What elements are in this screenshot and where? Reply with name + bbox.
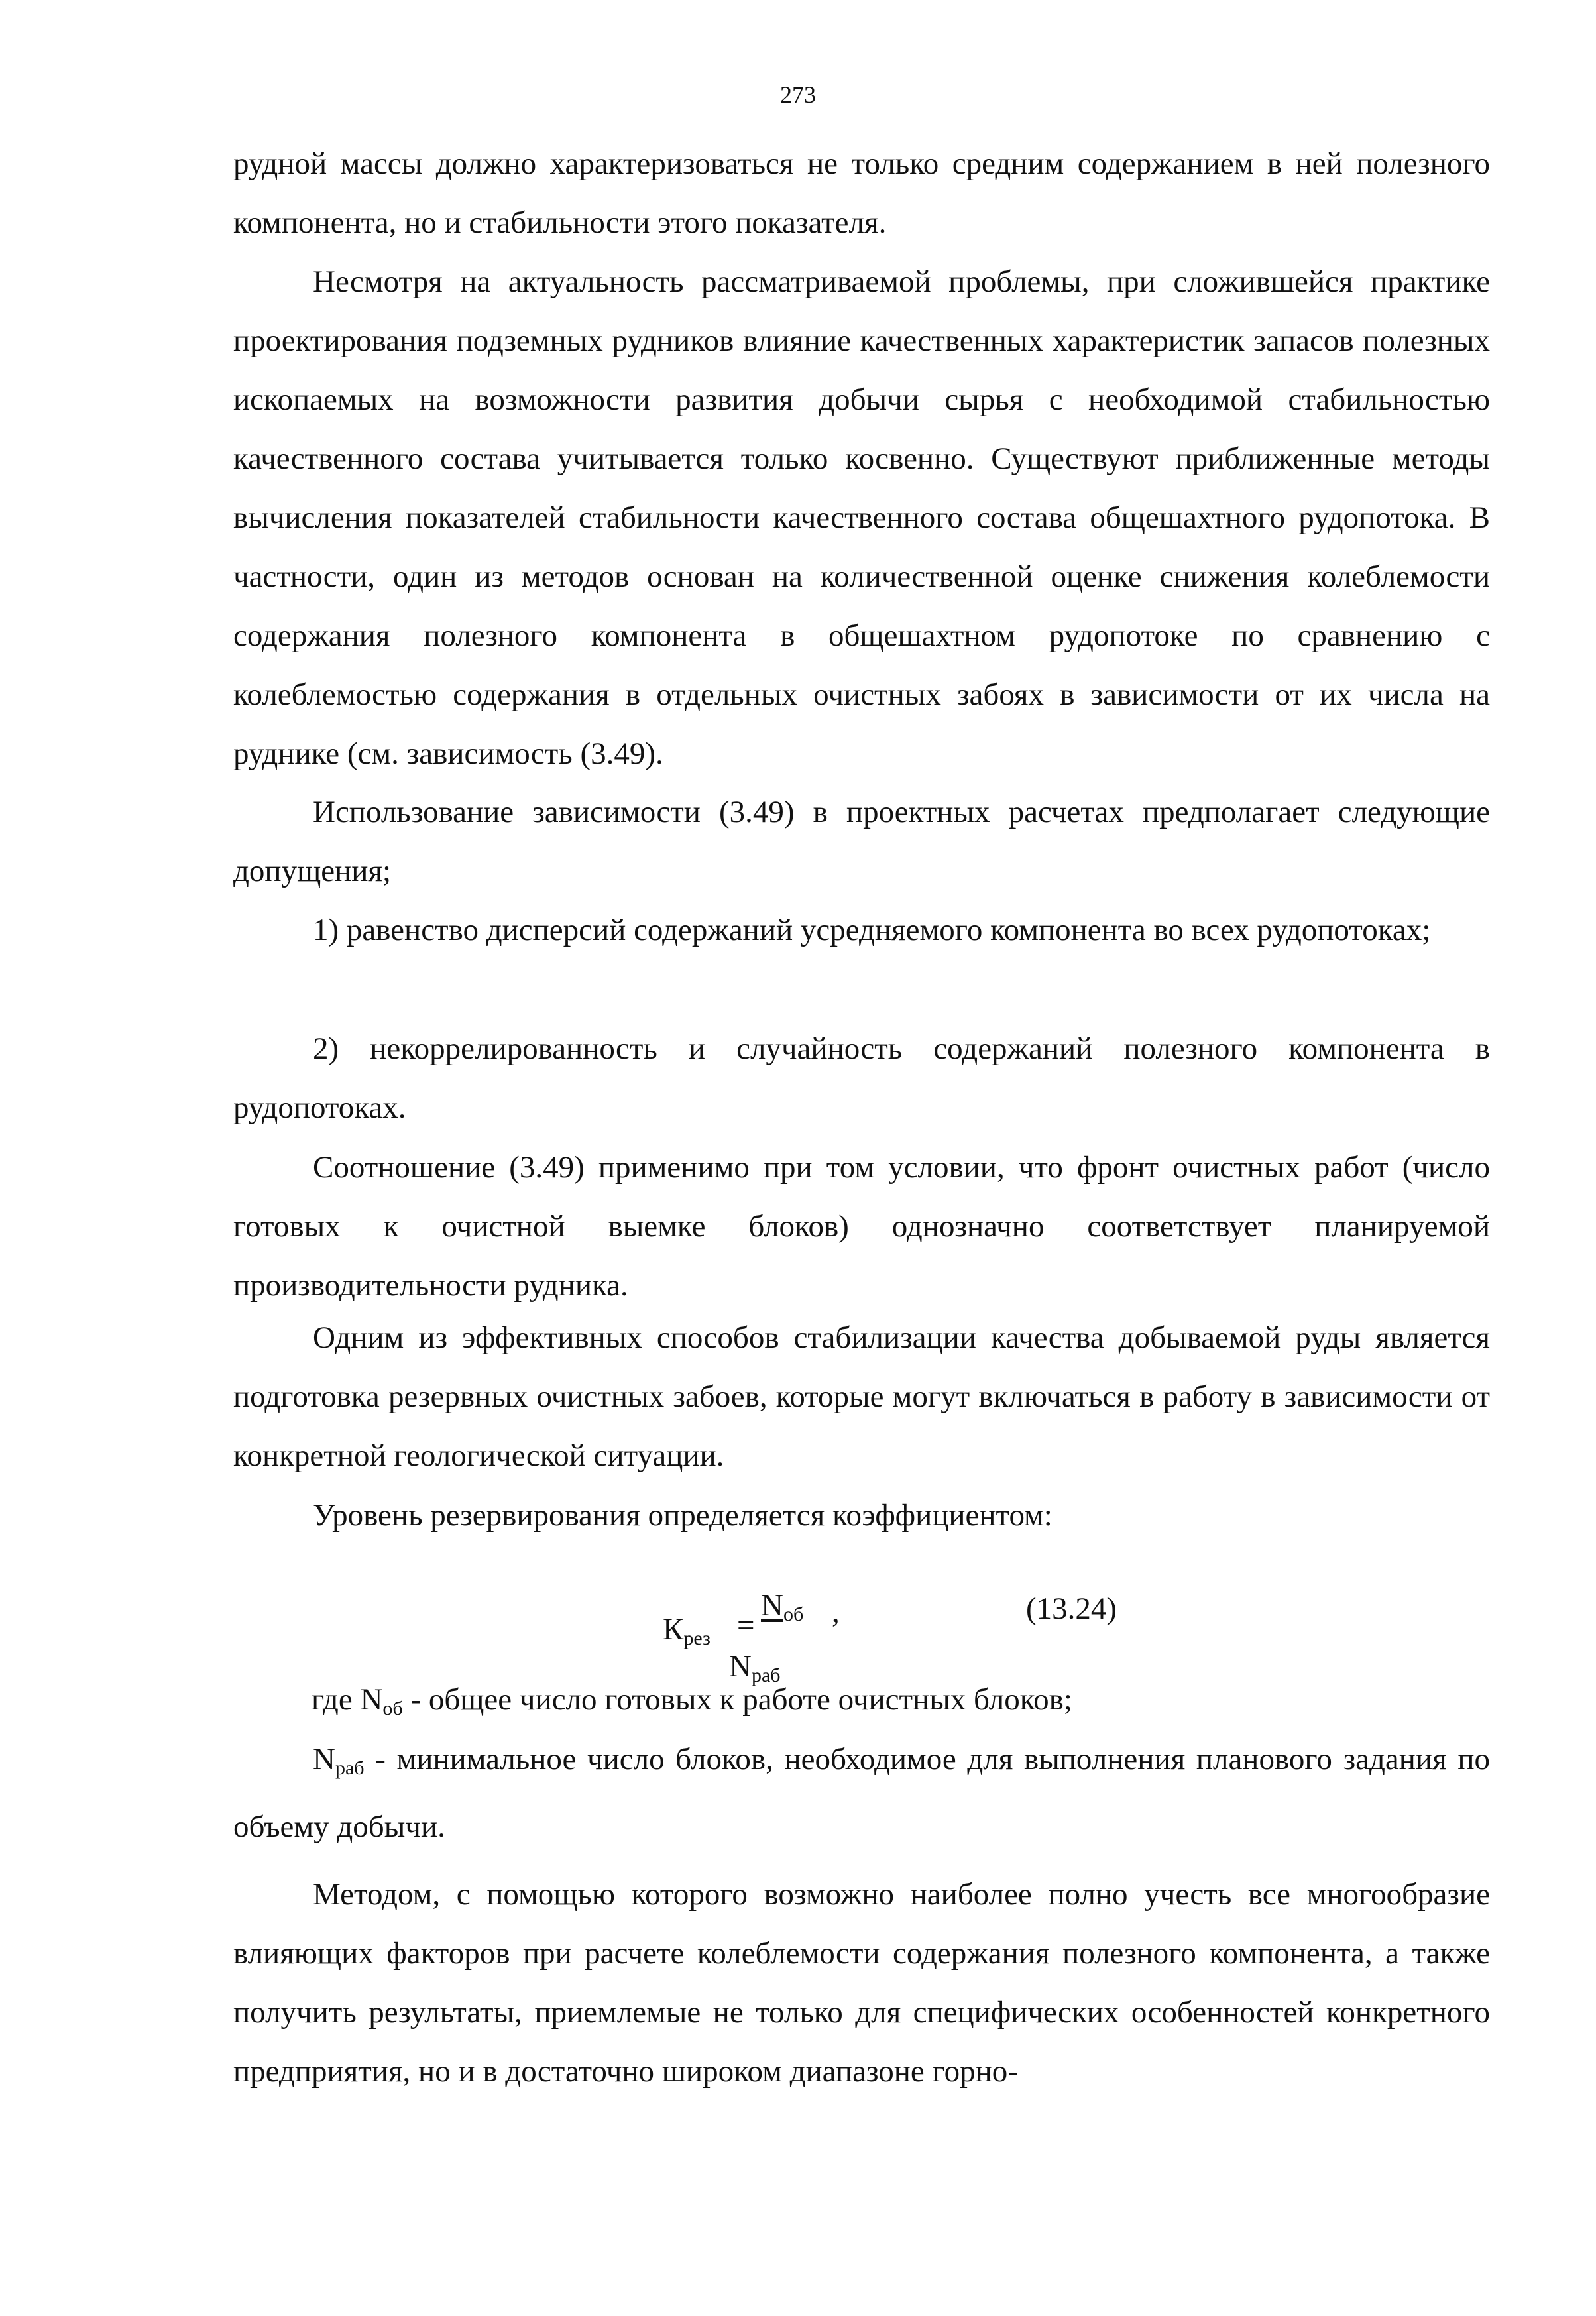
formula-number: (13.24) <box>1026 1592 1117 1626</box>
formula-equals: = <box>737 1608 755 1643</box>
paragraph-reserve-faces: Одним из эффективных способов стабилизации качества добываемой руды является подготовка резервных очистных забоев, которые могут включаться в работу в зависимости от конкретной геологической ситуации. <box>233 1320 1490 1473</box>
formula-numerator: $N_{об}$ <box>761 1588 804 1625</box>
formula-k: $К_{рез}$ <box>663 1612 711 1649</box>
page-number: 273 <box>780 82 816 108</box>
paragraph-relation-condition: Соотношение (3.49) применимо при том условии, что фронт очистных работ (число готовых к очистной выемке блоков) однозначно соответствует планируемой производительности рудника. <box>233 1150 1490 1303</box>
formula-comma: , <box>832 1595 840 1629</box>
paragraph-method: Методом, с помощью которого возможно наиболее полно учесть все многообразие влияющих факторов при расчете колеблемости содержания полезного компонента, а также получить результаты, приемлемые не только для специфических особенностей конкретного предприятия, но и в достаточно широком диапазоне горно- <box>233 1877 1490 2089</box>
paragraph-reserve-level: Уровень резервирования определяется коэффициентом: <box>313 1498 1053 1533</box>
definition-n-rab: $N_{раб}$ - минимальное число блоков, необходимое для выполнения планового задания по объему добычи. <box>233 1742 1490 1844</box>
formula-denominator: $N_{раб}$ <box>729 1649 781 1686</box>
paragraph-continuation: рудной массы должно характеризоваться не только средним содержанием в ней полезного компонента, но и стабильности этого показателя. <box>233 146 1490 240</box>
list-item-assumption-1: 1) равенство дисперсий содержаний усредняемого компонента во всех рудопотоках; <box>313 913 1431 947</box>
definition-n-ob: где $N_{об}$ - общее число готовых к работе очистных блоков; <box>312 1682 1072 1719</box>
list-item-assumption-2: 2) некоррелированность и случайность содержаний полезного компонента в рудопотоках. <box>233 1031 1490 1125</box>
paragraph-assumptions-intro: Использование зависимости (3.49) в проектных расчетах предполагает следующие допущения; <box>233 795 1490 888</box>
paragraph-problem-statement: Несмотря на актуальность рассматриваемой проблемы, при сложившейся практике проектирования подземных рудников влияние качественных характеристик запасов полезных ископаемых на возможности развития добычи сырья с необходимой стабильностью качественного состава учитывается только косвенно. Существуют приближенные методы вычисления показателей стабильности качественного состава общешахтного рудопотока. В частности, один из методов основан на количественной оценке снижения колеблемости содержания полезного компонента в общешахтном рудопотоке по сравнению с колеблемостью содержания в отдельных очистных забоях в зависимости от их числа на руднике (см. зависимость (3.49). <box>233 264 1490 771</box>
